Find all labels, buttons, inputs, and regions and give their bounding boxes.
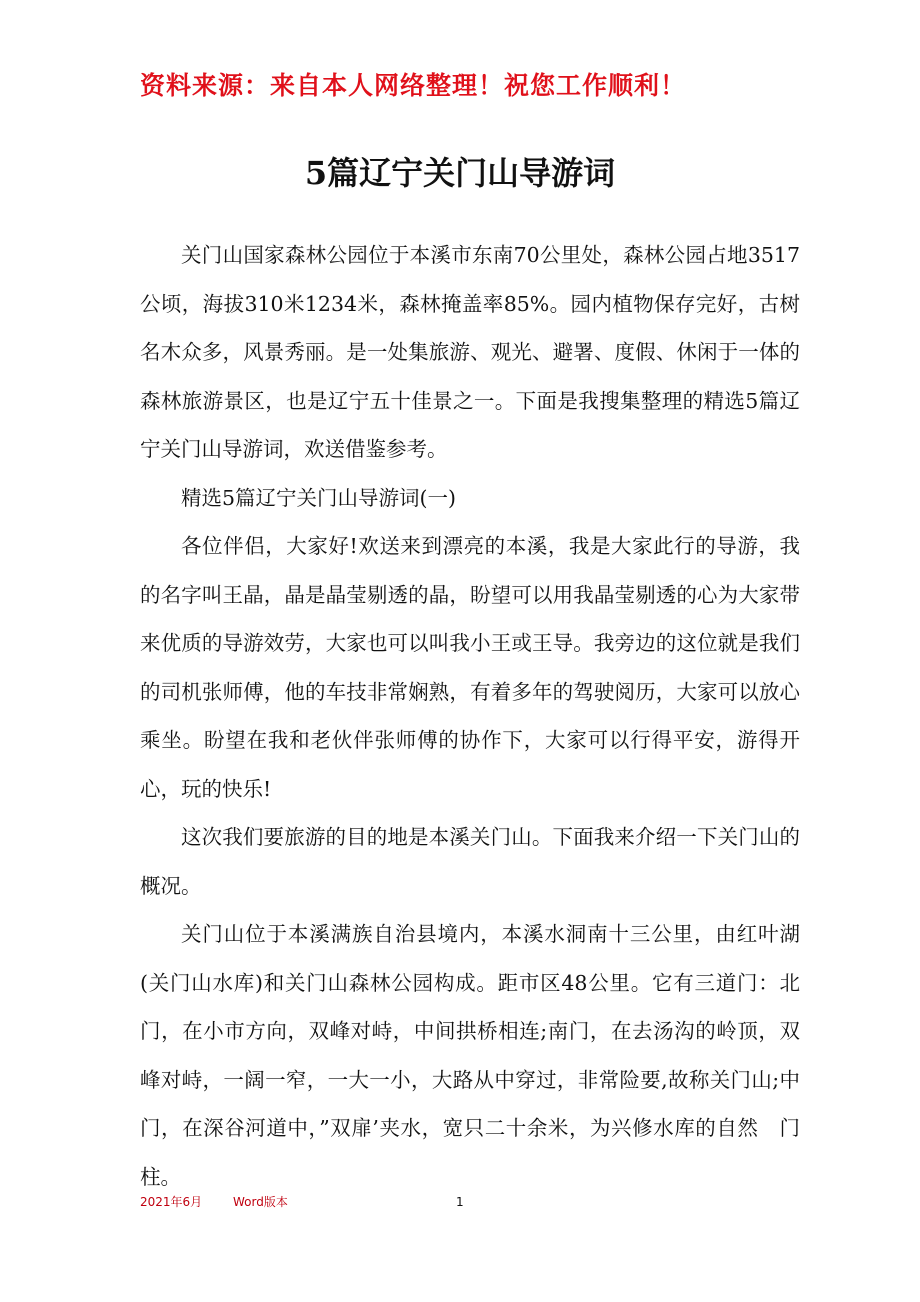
- document-title: 5篇辽宁关门山导游词: [304, 154, 616, 192]
- document-body: [140, 231, 800, 1201]
- location-paragraph: 关门山位于本溪满族自治县境内，本溪水洞南十三公里，由红叶湖(关门山水库)和关门山森林公园构成。距市区48公里。它有三道门：北门，在小市方向，双峰对峙，中间拱桥相连;南门，在去汤沟的岭顶，双峰对峙，一阔一窄，一大一小，大路从中穿过，非常险要,故称关门山;中门，在深谷河道中，”双扉’夹水，宽只二十余米，为兴修水库的自然 门柱。: [140, 922, 800, 1189]
- greeting-paragraph: 各位伴侣，大家好!欢送来到漂亮的本溪，我是大家此行的导游，我的名字叫王晶，晶是晶莹剔透的晶，盼望可以用我晶莹剔透的心为大家带来优质的导游效劳，大家也可以叫我小王或王导。我旁边的这位就是我们的司机张师傅，他的车技非常娴熟，有着多年的驾驶阅历，大家可以放心乘坐。盼望在我和老伙伴张师傅的协作下，大家可以行得平安，游得开心，玩的快乐!: [140, 534, 800, 801]
- destination-paragraph: 这次我们要旅游的目的地是本溪关门山。下面我来介绍一下关门山的概况。: [140, 825, 800, 898]
- footer-date: 2021年6月: [140, 1195, 203, 1209]
- page-footer: [140, 1192, 800, 1212]
- footer-page-number: 1: [456, 1195, 464, 1209]
- intro-paragraph: 关门山国家森林公园位于本溪市东南70公里处，森林公园占地3517公顷，海拔310米1234米，森林掩盖率85%。园内植物保存完好，古树名木众多，风景秀丽。是一处集旅游、观光、避署、度假、休闲于一体的森林旅游景区，也是辽宁五十佳景之一。下面是我搜集整理的精选5篇辽宁关门山导游词，欢送借鉴参考。: [140, 243, 800, 461]
- footer-version: Word版本: [233, 1195, 288, 1209]
- source-note: 资料来源：来自本人网络整理！祝您工作顺利！: [140, 71, 687, 100]
- section-heading: 精选5篇辽宁关门山导游词(一): [181, 485, 457, 510]
